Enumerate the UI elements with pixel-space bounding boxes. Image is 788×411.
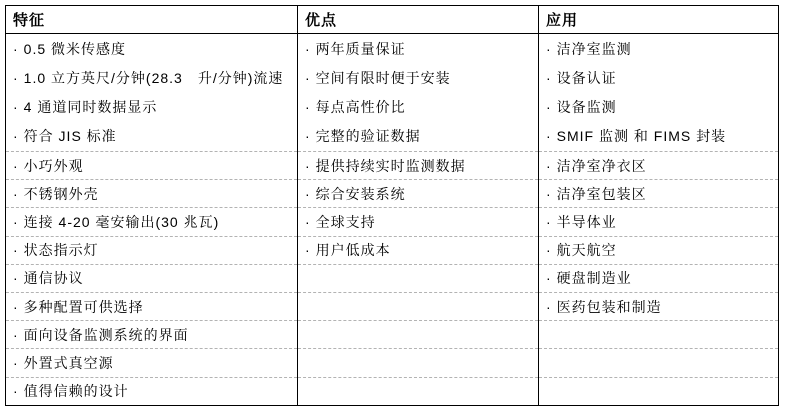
list-item: [6, 237, 297, 264]
list-item-text: SMIF 监测 和 FIMS 封装: [556, 128, 727, 145]
list-item-text: 硬盘制造业: [556, 270, 632, 287]
list-item: [539, 122, 778, 151]
bullet-icon: ·: [13, 157, 19, 174]
table-cell: [539, 349, 779, 377]
list-item-text: 空间有限时便于安装: [315, 69, 451, 86]
spec-table-header: [6, 6, 779, 34]
bullet-icon: ·: [546, 128, 552, 145]
table-row: [6, 236, 779, 264]
table-cell: [298, 292, 539, 320]
list-item-text: 半导体业: [556, 213, 617, 230]
table-cell: [298, 34, 539, 152]
table-cell: [539, 377, 779, 405]
bullet-icon: ·: [305, 242, 311, 259]
list-item: [6, 122, 297, 151]
bullet-icon: ·: [546, 40, 552, 57]
table-cell: [6, 292, 298, 320]
table-cell: [6, 264, 298, 292]
list-item: [539, 293, 778, 320]
list-item-text: 面向设备监测系统的界面: [23, 326, 189, 343]
list-item: [539, 349, 778, 376]
list-item: [298, 321, 538, 348]
table-cell: [298, 236, 539, 264]
table-cell: [6, 152, 298, 180]
table-cell: [6, 349, 298, 377]
table-cell: [539, 34, 779, 152]
bullet-icon: ·: [546, 157, 552, 174]
list-item: [539, 237, 778, 264]
bullet-icon: ·: [305, 99, 311, 116]
list-item: [6, 34, 297, 63]
table-row: [6, 152, 779, 180]
spec-table-body: [6, 34, 779, 406]
table-cell: [6, 208, 298, 236]
list-item: [6, 349, 297, 376]
table-row: [6, 208, 779, 236]
bullet-icon: ·: [13, 185, 19, 202]
list-item-text: 小巧外观: [23, 157, 84, 174]
list-item-text: 状态指示灯: [23, 242, 99, 259]
list-item-text: 连接 4-20 毫安输出(30 兆瓦): [23, 213, 220, 230]
bullet-icon: ·: [13, 69, 19, 86]
list-item: [6, 180, 297, 207]
list-item: [298, 93, 538, 122]
table-row: [6, 264, 779, 292]
list-item: [298, 265, 538, 292]
list-item: [6, 208, 297, 235]
table-cell: [539, 292, 779, 320]
list-item: [298, 34, 538, 63]
list-item: [6, 152, 297, 179]
table-cell: [298, 321, 539, 349]
list-item-text: 洁净室净衣区: [556, 157, 647, 174]
bullet-icon: ·: [13, 298, 19, 315]
list-item-text: 两年质量保证: [315, 40, 406, 57]
table-cell: [539, 152, 779, 180]
table-cell: [539, 180, 779, 208]
list-item-text: 符合 JIS 标准: [23, 128, 117, 145]
table-cell: [539, 236, 779, 264]
list-item-text: 医药包装和制造: [556, 298, 662, 315]
table-row: [6, 180, 779, 208]
list-item-text: 每点高性价比: [315, 99, 406, 116]
table-cell: [6, 321, 298, 349]
list-item-text: 不锈钢外壳: [23, 185, 99, 202]
bullet-icon: ·: [305, 69, 311, 86]
list-item-text: 设备认证: [556, 69, 617, 86]
list-item-text: 设备监测: [556, 99, 617, 116]
column-header-applications: 应用: [539, 6, 779, 34]
bullet-icon: ·: [546, 213, 552, 230]
bullet-icon: ·: [13, 128, 19, 145]
list-item-text: 全球支持: [315, 213, 376, 230]
list-item: [6, 265, 297, 292]
table-cell: [539, 321, 779, 349]
table-row: [6, 292, 779, 320]
list-item-text: 4 通道同时数据显示: [23, 99, 158, 116]
list-item-text: 洁净室包装区: [556, 185, 647, 202]
list-item: [298, 152, 538, 179]
list-item: [298, 378, 538, 405]
bullet-icon: ·: [13, 213, 19, 230]
spec-table: [5, 5, 779, 406]
list-item: [539, 265, 778, 292]
list-item-text: 综合安装系统: [315, 185, 406, 202]
list-item: [298, 208, 538, 235]
table-row-group: [6, 34, 779, 152]
bullet-icon: ·: [546, 185, 552, 202]
table-cell: [6, 180, 298, 208]
list-item: [6, 293, 297, 320]
table-row: [6, 349, 779, 377]
list-item: [539, 208, 778, 235]
list-item: [298, 293, 538, 320]
list-item-text: 外置式真空源: [23, 354, 114, 371]
column-header-features: 特征: [6, 6, 298, 34]
list-item-text: 用户低成本: [315, 242, 391, 259]
list-item: [539, 34, 778, 63]
table-cell: [539, 264, 779, 292]
list-item: [298, 237, 538, 264]
list-item: [539, 63, 778, 92]
list-item: [6, 93, 297, 122]
bullet-icon: ·: [13, 326, 19, 343]
list-item: [298, 349, 538, 376]
bullet-icon: ·: [305, 157, 311, 174]
bullet-icon: ·: [546, 69, 552, 86]
bullet-icon: ·: [13, 354, 19, 371]
table-row: [6, 377, 779, 405]
bullet-icon: ·: [13, 383, 19, 400]
bullet-icon: ·: [305, 185, 311, 202]
list-item-text: 通信协议: [23, 270, 84, 287]
list-item-text: 0.5 微米传感度: [23, 40, 127, 57]
table-cell: [298, 152, 539, 180]
list-item-text: 航天航空: [556, 242, 617, 259]
list-item-text: 提供持续实时监测数据: [315, 157, 466, 174]
bullet-icon: ·: [305, 213, 311, 230]
table-cell: [298, 208, 539, 236]
list-item-text: 多种配置可供选择: [23, 298, 144, 315]
bullet-icon: ·: [13, 242, 19, 259]
bullet-icon: ·: [546, 298, 552, 315]
list-item: [6, 321, 297, 348]
list-item: [539, 152, 778, 179]
list-item-text: 完整的验证数据: [315, 128, 421, 145]
bullet-icon: ·: [13, 99, 19, 116]
table-cell: [6, 377, 298, 405]
list-item: [539, 321, 778, 348]
table-row: [6, 321, 779, 349]
header-row: [6, 6, 779, 34]
list-item-text: 洁净室监测: [556, 40, 632, 57]
table-cell: [298, 180, 539, 208]
list-item-text: 值得信赖的设计: [23, 383, 129, 400]
column-header-advantages: 优点: [298, 6, 539, 34]
list-item: [298, 63, 538, 92]
list-item: [298, 122, 538, 151]
bullet-icon: ·: [13, 270, 19, 287]
list-item: [6, 378, 297, 405]
bullet-icon: ·: [13, 40, 19, 57]
bullet-icon: ·: [546, 242, 552, 259]
table-cell: [298, 264, 539, 292]
list-item-text: 1.0 立方英尺/分钟(28.3 升/分钟)流速: [23, 69, 284, 86]
bullet-icon: ·: [546, 270, 552, 287]
list-item: [539, 93, 778, 122]
bullet-icon: ·: [305, 128, 311, 145]
table-cell: [6, 236, 298, 264]
list-item: [6, 63, 297, 92]
table-cell: [6, 34, 298, 152]
list-item: [539, 180, 778, 207]
table-cell: [539, 208, 779, 236]
table-cell: [298, 349, 539, 377]
table-cell: [298, 377, 539, 405]
bullet-icon: ·: [305, 40, 311, 57]
list-item: [298, 180, 538, 207]
bullet-icon: ·: [546, 99, 552, 116]
list-item: [539, 378, 778, 405]
